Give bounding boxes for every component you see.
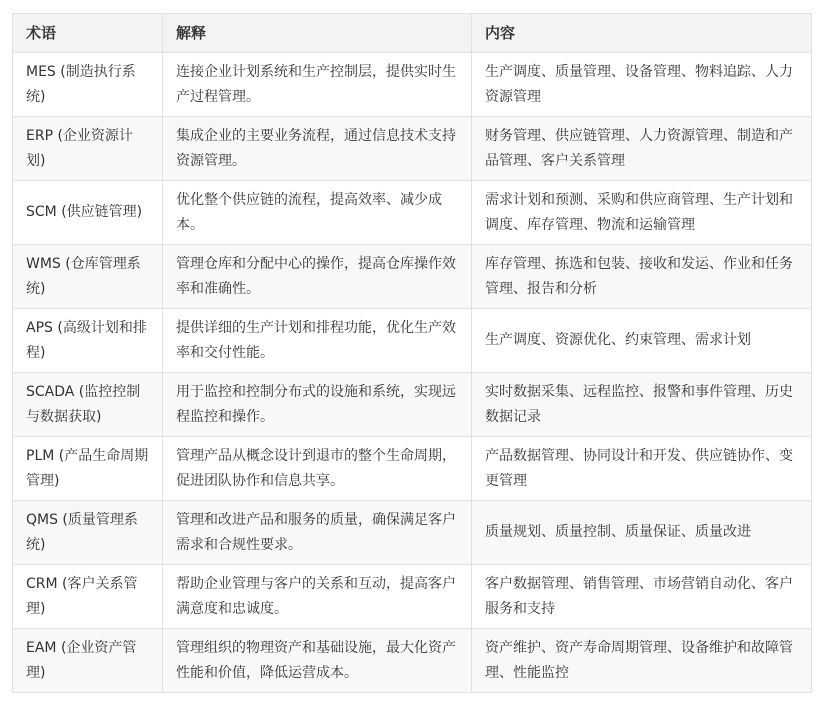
content-cell: 资产维护、资产寿命周期管理、设备维护和故障管理、性能监控 bbox=[472, 629, 812, 693]
header-term: 术语 bbox=[13, 14, 163, 53]
description-cell: 管理和改进产品和服务的质量，确保满足客户需求和合规性要求。 bbox=[163, 501, 472, 565]
table-row bbox=[13, 373, 812, 437]
table-row bbox=[13, 309, 812, 373]
term-cell: SCM (供应链管理) bbox=[13, 181, 163, 245]
term-cell: APS (高级计划和排程) bbox=[13, 309, 163, 373]
content-cell: 质量规划、质量控制、质量保证、质量改进 bbox=[472, 501, 812, 565]
description-cell: 提供详细的生产计划和排程功能，优化生产效率和交付性能。 bbox=[163, 309, 472, 373]
description-cell: 用于监控和控制分布式的设施和系统，实现远程监控和操作。 bbox=[163, 373, 472, 437]
header-row bbox=[13, 14, 812, 53]
header-content: 内容 bbox=[472, 14, 812, 53]
term-cell: WMS (仓库管理系统) bbox=[13, 245, 163, 309]
header-description: 解释 bbox=[163, 14, 472, 53]
table-row bbox=[13, 181, 812, 245]
description-cell: 管理产品从概念设计到退市的整个生命周期，促进团队协作和信息共享。 bbox=[163, 437, 472, 501]
content-cell: 产品数据管理、协同设计和开发、供应链协作、变更管理 bbox=[472, 437, 812, 501]
description-cell: 集成企业的主要业务流程，通过信息技术支持资源管理。 bbox=[163, 117, 472, 181]
description-cell: 帮助企业管理与客户的关系和互动，提高客户满意度和忠诚度。 bbox=[163, 565, 472, 629]
term-cell: SCADA (监控控制与数据获取) bbox=[13, 373, 163, 437]
term-cell: CRM (客户关系管理) bbox=[13, 565, 163, 629]
table-row bbox=[13, 501, 812, 565]
content-cell: 需求计划和预测、采购和供应商管理、生产计划和调度、库存管理、物流和运输管理 bbox=[472, 181, 812, 245]
table-row bbox=[13, 629, 812, 693]
table-row bbox=[13, 565, 812, 629]
term-cell: EAM (企业资产管理) bbox=[13, 629, 163, 693]
description-cell: 优化整个供应链的流程，提高效率、减少成本。 bbox=[163, 181, 472, 245]
content-cell: 财务管理、供应链管理、人力资源管理、制造和产品管理、客户关系管理 bbox=[472, 117, 812, 181]
content-cell: 生产调度、资源优化、约束管理、需求计划 bbox=[472, 309, 812, 373]
table-row bbox=[13, 53, 812, 117]
table-row bbox=[13, 245, 812, 309]
term-cell: PLM (产品生命周期管理) bbox=[13, 437, 163, 501]
description-cell: 管理仓库和分配中心的操作，提高仓库操作效率和准确性。 bbox=[163, 245, 472, 309]
term-cell: QMS (质量管理系统) bbox=[13, 501, 163, 565]
term-cell: MES (制造执行系统) bbox=[13, 53, 163, 117]
table-container bbox=[12, 13, 812, 693]
content-cell: 客户数据管理、销售管理、市场营销自动化、客户服务和支持 bbox=[472, 565, 812, 629]
description-cell: 管理组织的物理资产和基础设施，最大化资产性能和价值，降低运营成本。 bbox=[163, 629, 472, 693]
content-cell: 生产调度、质量管理、设备管理、物料追踪、人力资源管理 bbox=[472, 53, 812, 117]
terms-table bbox=[12, 13, 812, 693]
description-cell: 连接企业计划系统和生产控制层，提供实时生产过程管理。 bbox=[163, 53, 472, 117]
table-row bbox=[13, 117, 812, 181]
term-cell: ERP (企业资源计划) bbox=[13, 117, 163, 181]
table-row bbox=[13, 437, 812, 501]
content-cell: 实时数据采集、远程监控、报警和事件管理、历史数据记录 bbox=[472, 373, 812, 437]
content-cell: 库存管理、拣选和包装、接收和发运、作业和任务管理、报告和分析 bbox=[472, 245, 812, 309]
